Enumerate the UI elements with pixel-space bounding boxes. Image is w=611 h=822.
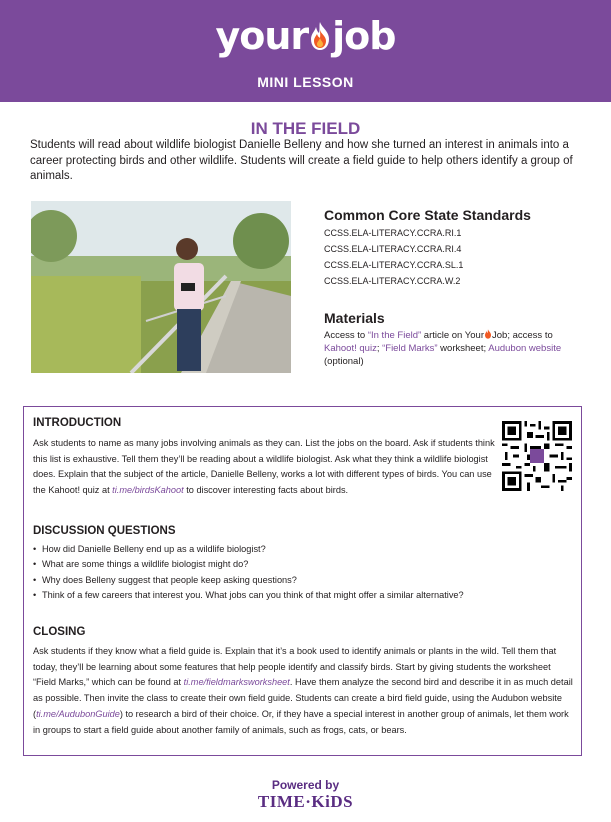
kahoot-url-link[interactable]: ti.me/birdsKahoot <box>112 485 184 496</box>
standard-item: CCSS.ELA-LITERACY.CCRA.RI.4 <box>324 244 462 254</box>
discussion-item: • Think of a few careers that interest you. What jobs can you think of that might offer a similar alternative? <box>33 588 573 603</box>
qr-code-icon[interactable] <box>502 421 572 491</box>
photo-illustration <box>31 201 291 373</box>
biologist-photo <box>31 201 291 373</box>
timeforkids-logo: TIME·KiDS <box>257 792 354 811</box>
discussion-item: • Why does Belleny suggest that people keep asking questions? <box>33 573 573 588</box>
header-banner <box>0 0 611 102</box>
discussion-item: • How did Danielle Belleny end up as a wildlife biologist? <box>33 542 573 557</box>
closing-text-part: Ask students if they know what a field guide is. Explain that it’s a book used to identify animals or plants in the wild. Tell them that today, they’ll be learning about some features that help people identify and classify birds. Start by giving students the worksheet “Field Marks,” which can be found at <box>33 646 557 688</box>
lesson-title: IN THE FIELD <box>250 119 361 138</box>
materials-text-part: Job; access to <box>492 330 553 341</box>
discussion-heading: DISCUSSION QUESTIONS <box>33 525 176 537</box>
materials-text-part: ; <box>376 343 383 354</box>
introduction-text <box>33 436 501 499</box>
standards-section <box>324 207 584 289</box>
logo-job: job <box>332 14 396 58</box>
standard-item: CCSS.ELA-LITERACY.CCRA.RI.1 <box>324 228 462 238</box>
closing-text-part: ) to research a bird of their choice. Or, if they have a special interest in another group of animals, let them work in groups to start a field guide about another family of animals, such as frogs, cats, or bears. <box>33 708 569 735</box>
introduction-heading: INTRODUCTION <box>33 417 122 429</box>
discussion-list <box>33 542 573 603</box>
logo-your: your <box>215 14 309 58</box>
flame-icon <box>484 329 492 339</box>
closing-heading: CLOSING <box>33 626 86 638</box>
materials-heading: Materials <box>324 310 385 326</box>
closing-text-part: . Have them analyze the second bird and describe it in as much detail as possible. Then invite the class to create their own field guide. Students can create a bird field guide, using the Audubon website ( <box>33 677 573 719</box>
closing-text <box>33 644 575 738</box>
standards-list <box>324 225 584 289</box>
discussion-item: • What are some things a wildlife biologist might do? <box>33 557 573 572</box>
mini-lesson-label: MINI LESSON <box>257 74 354 90</box>
flame-icon <box>308 21 332 51</box>
lesson-box <box>23 406 582 756</box>
materials-text-part: article on Your <box>421 330 485 341</box>
powered-by-label: Powered by <box>271 778 340 792</box>
standard-item: CCSS.ELA-LITERACY.CCRA.W.2 <box>324 276 461 286</box>
introduction-text-part: to discover interesting facts about birds. <box>183 485 349 496</box>
kahoot-link[interactable]: Kahoot! quiz <box>324 343 377 354</box>
materials-section <box>324 310 584 368</box>
audubon-url-link[interactable]: ti.me/AudubonGuide <box>36 708 120 719</box>
materials-text <box>324 329 584 368</box>
worksheet-url-link[interactable]: ti.me/fieldmarksworksheet <box>183 677 290 688</box>
article-link[interactable]: “In the Field” <box>367 330 422 341</box>
lesson-summary: Students will read about wildlife biologist Danielle Belleny and how she turned an interest in animals into a career protecting birds and other wildlife. Students will create a field guide to help others identify a group of animals. <box>30 139 573 182</box>
materials-text-part: worksheet; <box>437 343 489 354</box>
introduction-text-part: Ask students to name as many jobs involving animals as they can. List the jobs on the board. Ask if students think this list is exhaustive. Tell them they’ll be reading about a wildlife biologist. Ask what they think a wildlife biologist does. Explain that the subject of the article, Danielle Belleny, works a lot with different types of birds. You can use the Kahoot! quiz at <box>33 438 495 496</box>
yourjob-logo <box>0 14 611 58</box>
audubon-link[interactable]: Audubon website <box>488 343 562 354</box>
worksheet-link[interactable]: “Field Marks” <box>382 343 438 354</box>
standards-heading: Common Core State Standards <box>324 207 531 223</box>
materials-text-part: (optional) <box>324 356 364 367</box>
standard-item: CCSS.ELA-LITERACY.CCRA.SL.1 <box>324 260 464 270</box>
materials-text-part: Access to <box>324 330 368 341</box>
